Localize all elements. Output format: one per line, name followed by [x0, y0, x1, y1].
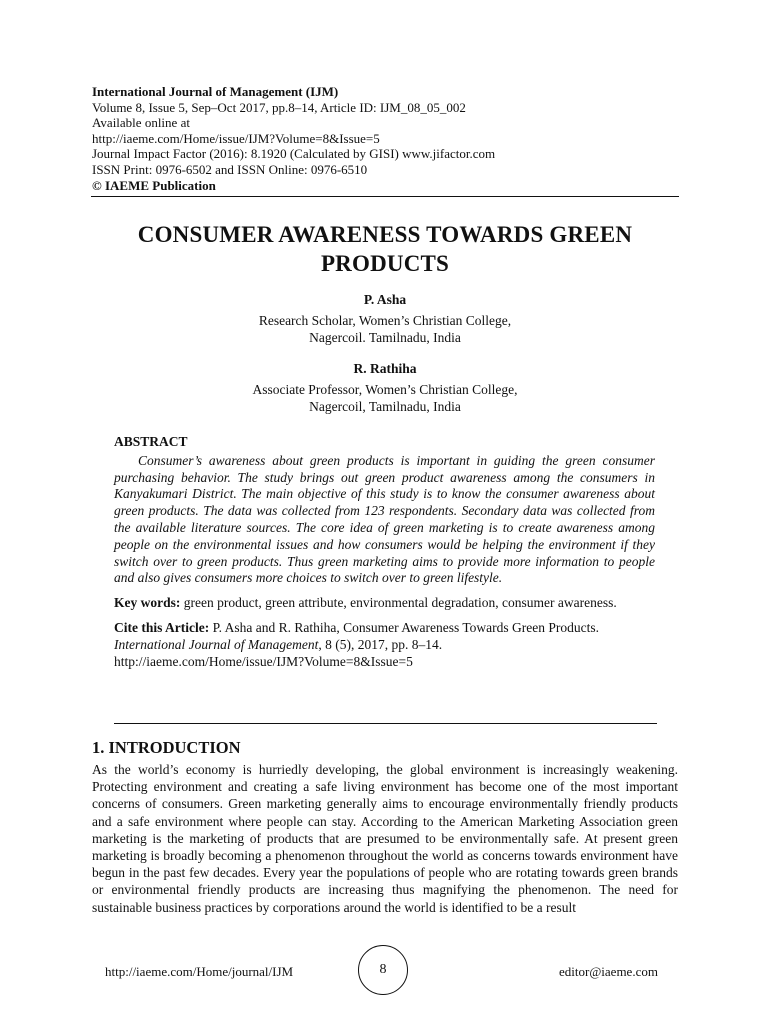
publisher-line: © IAEME Publication: [92, 177, 216, 193]
author-block-1: [92, 291, 678, 346]
author-name: R. Rathiha: [353, 361, 417, 376]
header-divider: [91, 196, 679, 197]
keywords-label: Key words:: [114, 595, 181, 611]
introduction-text: As the world’s economy is hurriedly developing, the global environment is increasingly weakening. Protecting environment and creating a safe living environment has become one of the most important concerns of consumers. Green marketing generally aims to encourage environmentally friendly products and a safe environment where people can stay. According to the American Marketing Association green marketing is the marketing of products that are presumed to be environmentally safe. At present green marketing is broadly becoming a phenomenon throughout the world as concerns towards environment have begun in the past few decades. Every year the populations of people who are rotating towards green brands or environmental friendly products are increasing thus magnifying the phenomenon. The need for sustainable business practices by corporations around the world is identified to be a result: [92, 762, 678, 915]
cite-label: Cite this Article:: [114, 619, 210, 635]
author-name: P. Asha: [363, 292, 407, 307]
abstract-divider: [114, 723, 657, 724]
page-number: 8: [358, 945, 408, 995]
journal-header: [92, 84, 682, 193]
volume-line: Volume 8, Issue 5, Sep–Oct 2017, pp.8–14, Article ID: IJM_08_05_002: [92, 99, 466, 115]
cite-journal: International Journal of Management: [114, 636, 319, 652]
available-online-label: Available online at: [92, 115, 190, 131]
paper-title: [92, 220, 678, 278]
title-line-2: PRODUCTS: [320, 251, 450, 276]
cite-details: , 8 (5), 2017, pp. 8–14.: [318, 636, 443, 652]
issue-url[interactable]: http://iaeme.com/Home/issue/IJM?Volume=8&Issue=5: [92, 130, 380, 146]
abstract-heading: ABSTRACT: [114, 434, 188, 449]
author-affiliation-line: Nagercoil, Tamilnadu, India: [309, 399, 461, 414]
author-affiliation-line: Nagercoil. Tamilnadu, India: [309, 330, 461, 345]
abstract-text: Consumer’s awareness about green products is important in guiding the green consumer purchasing behavior. The study brings out green product awareness among the consumers in Kanyakumari District. The main objective of this study is to know the consumer awareness about green products. The data was collected from 123 respondents. Secondary data was collected from the available literature sources. The core idea of green marketing is to create awareness among people on the environmental issues and how consumers would be helping the environment if they switch over to green products. Thus green marketing aims to provide more information to people and also gives consumers more choices to switch over to green lifestyle.: [114, 452, 655, 586]
journal-name: International Journal of Management (IJM): [92, 84, 339, 99]
abstract-section: [114, 434, 655, 670]
author-affiliation-line: Associate Professor, Women’s Christian College,: [252, 382, 518, 397]
citation: [114, 620, 655, 670]
issn-line: ISSN Print: 0976-6502 and ISSN Online: 0976-6510: [92, 161, 368, 177]
impact-factor: Journal Impact Factor (2016): 8.1920 (Calculated by GISI) www.jifactor.com: [92, 146, 496, 162]
footer-email[interactable]: editor@iaeme.com: [559, 964, 658, 979]
cite-text: P. Asha and R. Rathiha, Consumer Awareness Towards Green Products.: [212, 619, 599, 635]
keywords-text: green product, green attribute, environmental degradation, consumer awareness.: [183, 595, 617, 611]
author-affiliation-line: Research Scholar, Women’s Christian College,: [258, 313, 512, 328]
keywords: [114, 595, 655, 612]
footer-journal-url[interactable]: http://iaeme.com/Home/journal/IJM: [105, 964, 294, 979]
introduction-heading: 1. INTRODUCTION: [92, 738, 241, 757]
title-line-1: CONSUMER AWARENESS TOWARDS GREEN: [137, 222, 633, 247]
cite-url[interactable]: http://iaeme.com/Home/issue/IJM?Volume=8&Issue=5: [114, 653, 413, 669]
author-block-2: [92, 360, 678, 415]
